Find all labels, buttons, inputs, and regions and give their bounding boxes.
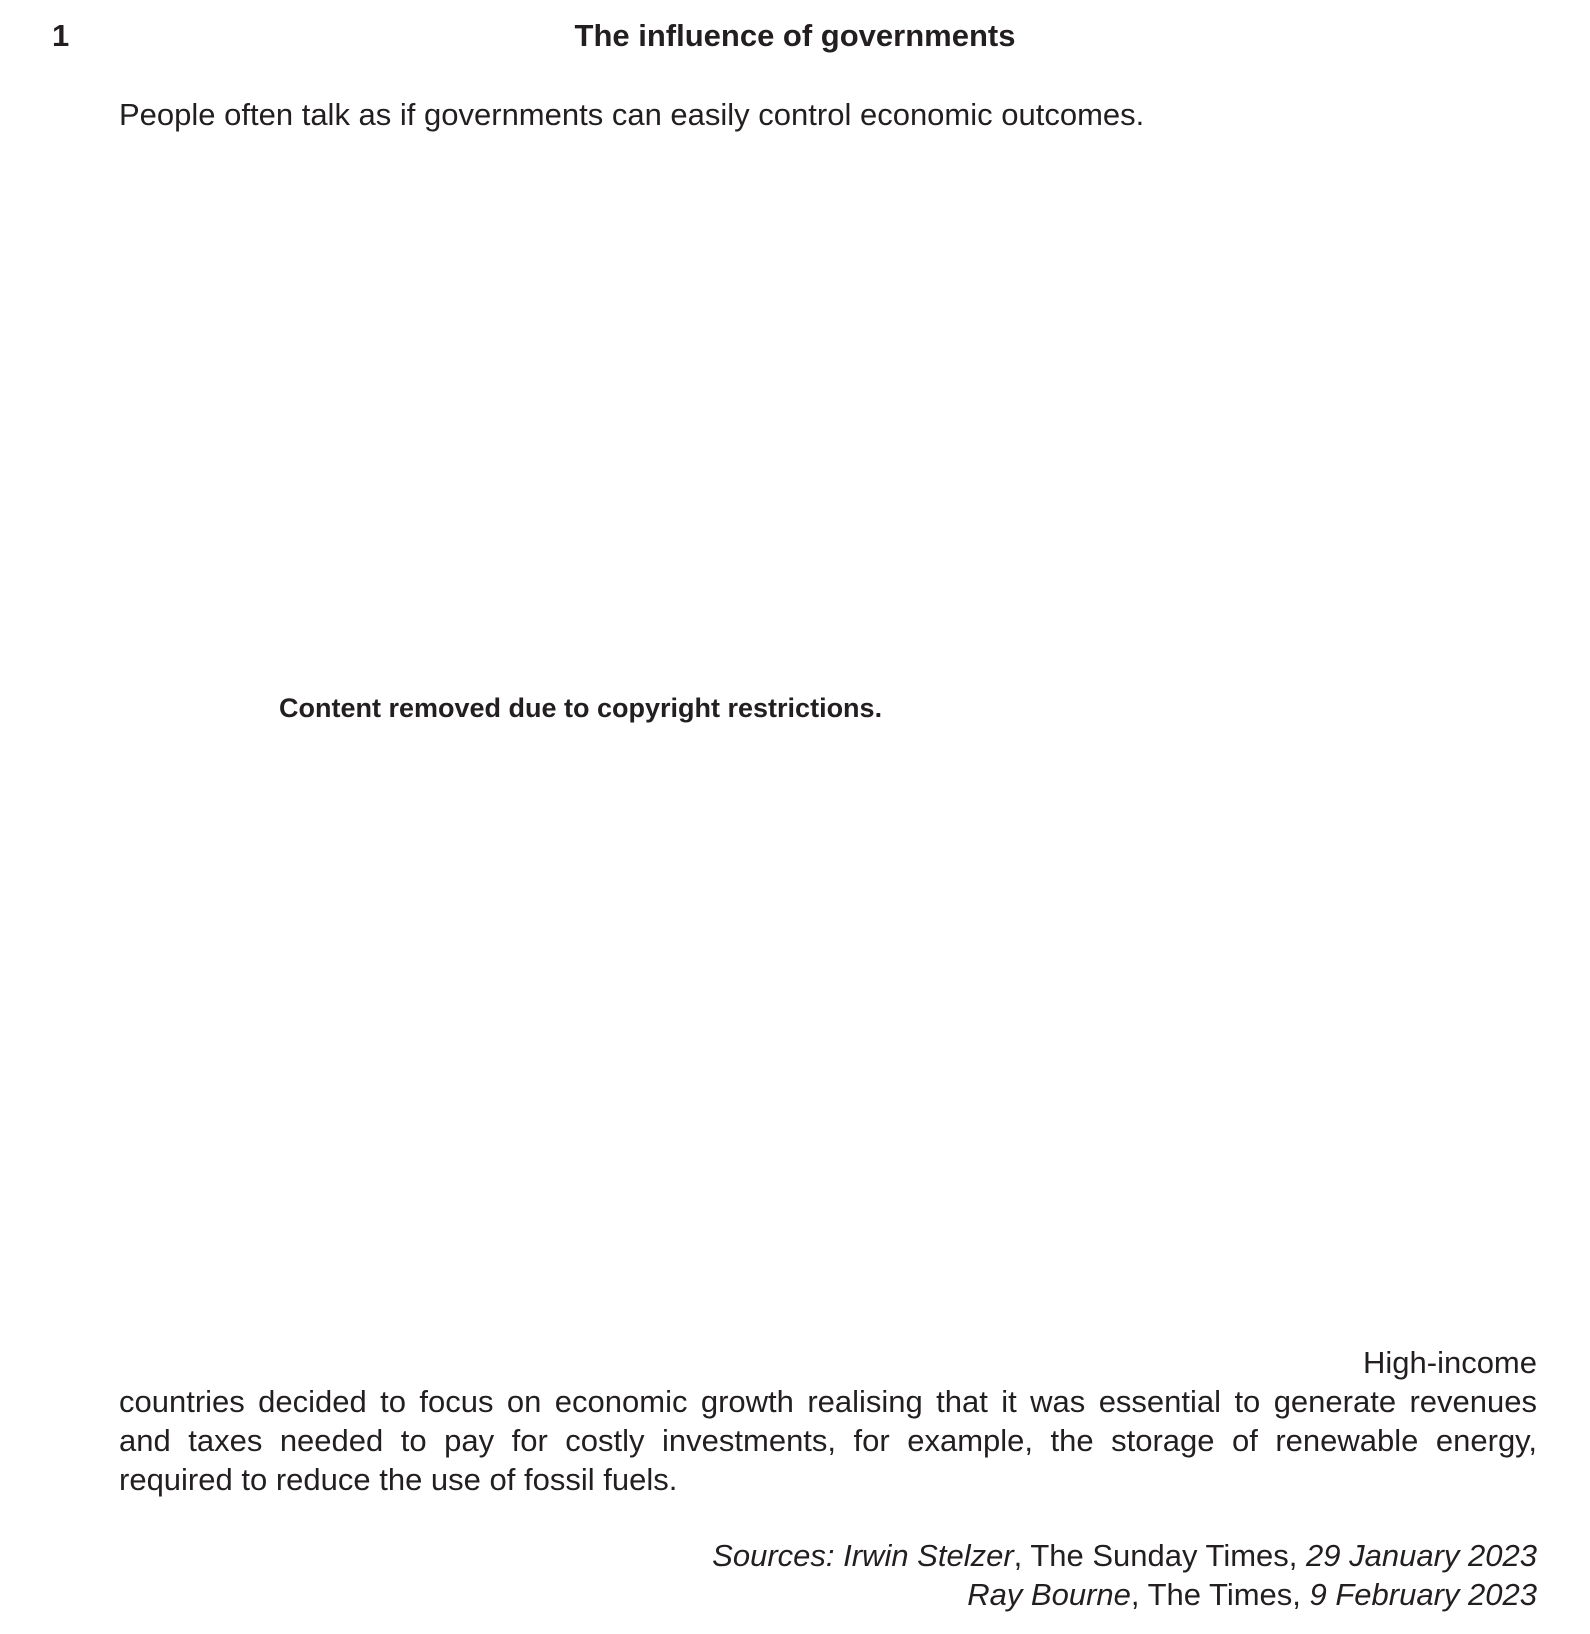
- source-author: Sources: Irwin Stelzer: [712, 1538, 1014, 1573]
- source-publication: , The Sunday Times,: [1013, 1538, 1307, 1573]
- paragraph-line: countries decided to focus on economic growth realising that it was essential to generate revenues: [119, 1384, 1537, 1419]
- intro-text: People often talk as if governments can easily control economic outcomes.: [119, 97, 1145, 132]
- question-number: 1: [52, 18, 70, 53]
- paragraph-line: and taxes needed to pay for costly investments, for example, the storage of renewable energy,: [119, 1423, 1537, 1458]
- source-line: [119, 1536, 1537, 1575]
- source-author: Ray Bourne: [967, 1577, 1131, 1612]
- body-paragraph: [119, 1343, 1537, 1499]
- source-date: 29 January 2023: [1306, 1538, 1537, 1573]
- source-date: 9 February 2023: [1309, 1577, 1537, 1612]
- question-title: The influence of governments: [574, 18, 1016, 53]
- sources-block: [119, 1536, 1537, 1614]
- source-line: [119, 1575, 1537, 1614]
- paragraph-line: required to reduce the use of fossil fuels.: [119, 1462, 678, 1497]
- source-publication: , The Times,: [1130, 1577, 1310, 1612]
- copyright-removed-notice: Content removed due to copyright restrictions.: [279, 693, 883, 723]
- paragraph-line: High-income: [1362, 1345, 1537, 1380]
